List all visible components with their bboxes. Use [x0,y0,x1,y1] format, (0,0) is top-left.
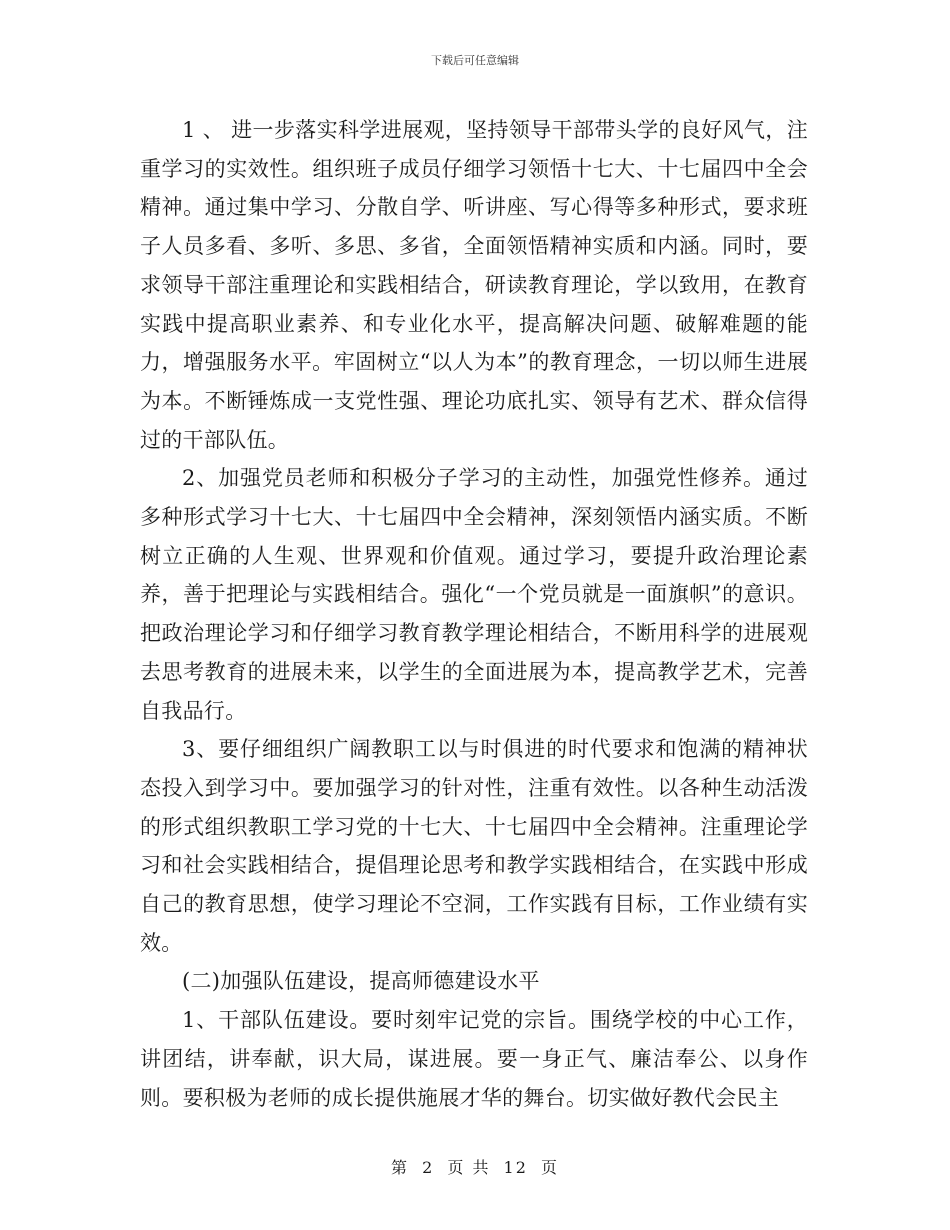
current-page-number: 2 [422,1158,435,1177]
paragraph-2: 2、加强党员老师和积极分子学习的主动性，加强党性修养。通过多种形式学习十七大、十七届四中全会精神，深刻领悟内涵实质。不断树立正确的人生观、世界观和价值观。通过学习，要提升政治理论素养，善于把理论与实践相结合。强化“一个党员就是一面旗帜”的意识。把政治理论学习和仔细学习教育教学理论相结合，不断用科学的进展观去思考教育的进展未来，以学生的全面进展为本，提高教学艺术，完善自我品行。 [140,466,808,723]
footer-suffix: 页 [541,1158,560,1177]
document-body [140,111,808,1117]
page-footer [0,1155,950,1178]
page-header-note: 下载后可任意编辑 [431,54,519,67]
footer-middle: 页 共 [447,1158,491,1177]
total-pages-number: 12 [503,1158,528,1177]
footer-prefix: 第 [390,1158,409,1177]
section-heading: (二)加强队伍建设，提高师德建设水平 [182,969,540,994]
paragraph-4: 1、干部队伍建设。要时刻牢记党的宗旨。围绕学校的中心工作，讲团结，讲奉献，识大局，谋进展。要一身正气、廉洁奉公、以身作则。要积极为老师的成长提供施展才华的舞台。切实做好教代会民主 [140,1008,808,1110]
paragraph-3: 3、要仔细组织广阔教职工以与时俱进的时代要求和饱满的精神状态投入到学习中。要加强学习的针对性，注重有效性。以各种生动活泼的形式组织教职工学习党的十七大、十七届四中全会精神。注重理论学习和社会实践相结合，提倡理论思考和教学实践相结合，在实践中形成自己的教育思想，使学习理论不空洞，工作实践有目标，工作业绩有实效。 [140,737,808,955]
paragraph-1: 1 、 进一步落实科学进展观，坚持领导干部带头学的良好风气，注重学习的实效性。组织班子成员仔细学习领悟十七大、十七届四中全会精神。通过集中学习、分散自学、听讲座、写心得等多种形式，要求班子人员多看、多听、多思、多省，全面领悟精神实质和内涵。同时，要求领导干部注重理论和实践相结合，研读教育理论，学以致用，在教育实践中提高职业素养、和专业化水平，提高解决问题、破解难题的能力，增强服务水平。牢固树立“以人为本”的教育理念，一切以师生进展为本。不断锤炼成一支党性强、理论功底扎实、领导有艺术、群众信得过的干部队伍。 [140,118,808,452]
